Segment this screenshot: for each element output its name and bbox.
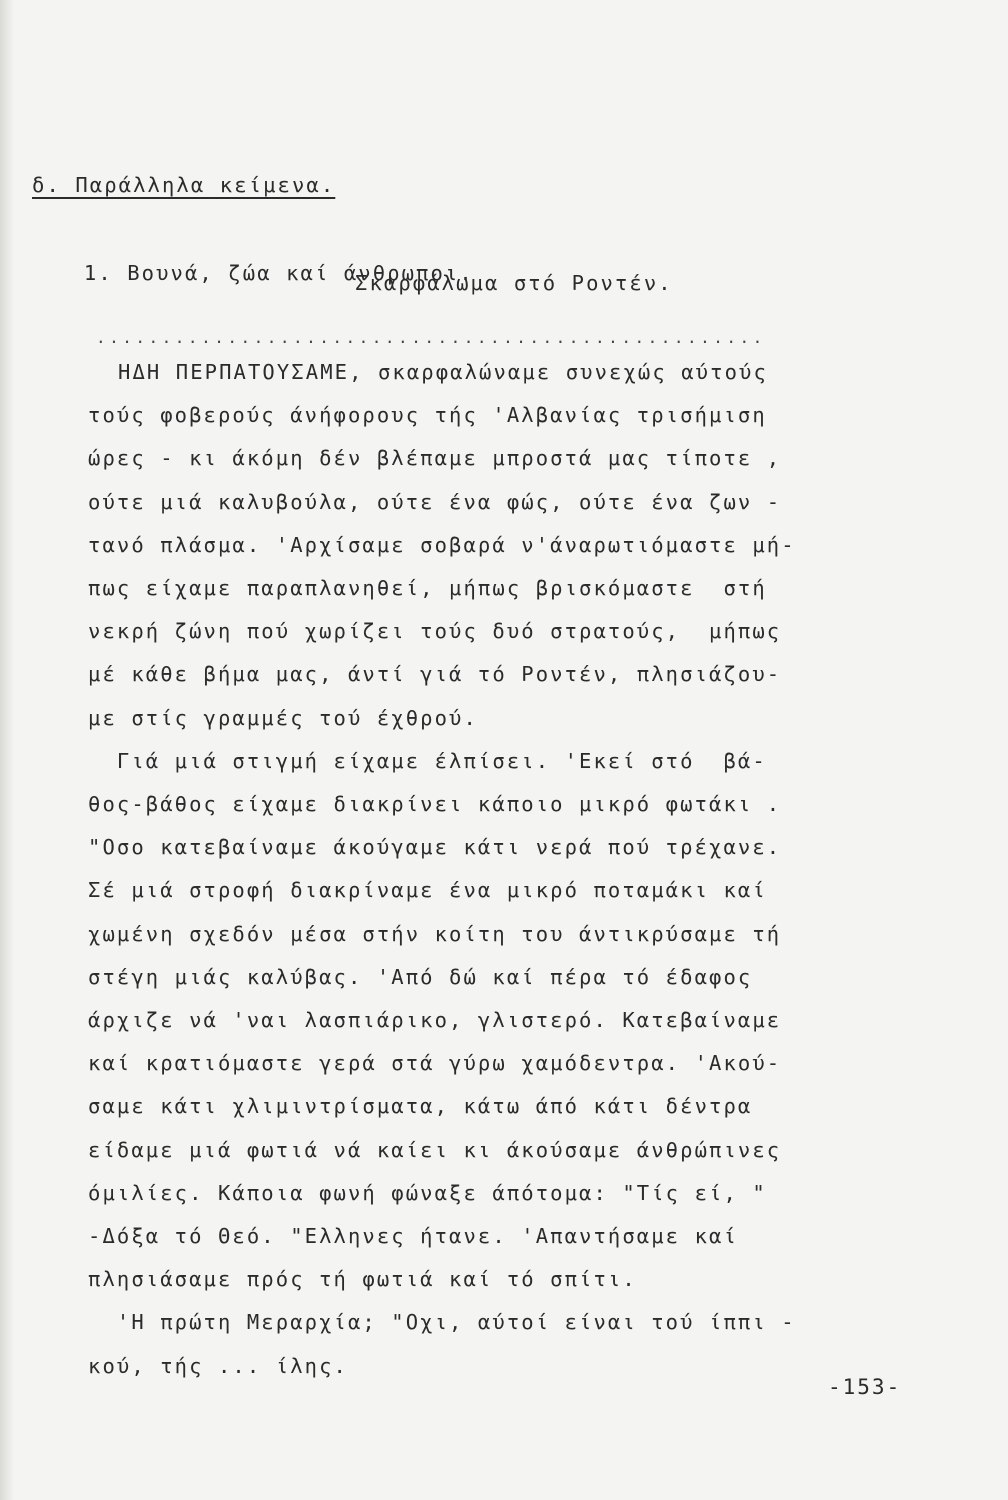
body-line: μέ κάθε βήμα μας, άντί γιά τό Ροντέν, πλησιάζου- bbox=[88, 662, 782, 687]
body-line: καί κρατιόμαστε γερά στά γύρω χαμόδεντρα. 'Ακού- bbox=[88, 1051, 782, 1076]
body-line: τανό πλάσμα. 'Αρχίσαμε σοβαρά ν'άναρωτιόμαστε μή- bbox=[88, 532, 796, 557]
body-line: τούς φοβερούς άνήφορους τής 'Αλβανίας τρισήμιση bbox=[88, 403, 767, 428]
body-line: με στίς γραμμές τού έχθρού. bbox=[88, 705, 478, 730]
body-line: ώρες - κι άκόμη δέν βλέπαμε μπροστά μας τίποτε , bbox=[88, 446, 782, 471]
body-line: ούτε μιά καλυβούλα, ούτε ένα φώς, ούτε ένα ζων - bbox=[88, 489, 782, 514]
body-line: θος-βάθος είχαμε διακρίνει κάποιο μικρό φωτάκι . bbox=[88, 792, 782, 816]
body-line: στέγη μιάς καλύβας. 'Από δώ καί πέρα τό έδαφος bbox=[88, 964, 753, 989]
body-line: είδαμε μιά φωτιά νά καίει κι άκούσαμε άνθρώπινες bbox=[88, 1137, 782, 1162]
body-line: χωμένη σχεδόν μέσα στήν κοίτη του άντικρύσαμε τή bbox=[88, 921, 782, 946]
body-line: "Οσο κατεβαίναμε άκούγαμε κάτι νερά πού τρέχανε. bbox=[88, 835, 782, 860]
page-edge bbox=[0, 0, 14, 1500]
body-line: πως είχαμε παραπλανηθεί, μήπως βρισκόμαστε στή bbox=[88, 576, 767, 600]
body-line: Σέ μιά στροφή διακρίναμε ένα μικρό ποταμάκι καί bbox=[88, 878, 767, 903]
body-line: όμιλίες. Κάποια φωνή φώναξε άπότομα: "Τίς εί, " bbox=[88, 1180, 767, 1205]
section-heading: δ. Παράλληλα κείμενα. bbox=[32, 173, 336, 197]
body-line: 'Η πρώτη Μεραρχία; "Οχι, αύτοί είναι τού ίππι - bbox=[88, 1310, 796, 1335]
body-line: νεκρή ζώνη πού χωρίζει τούς δυό στρατούς, μήπως bbox=[88, 619, 782, 644]
body-line: -Δόξα τό Θεό. "Ελληνες ήτανε. 'Απαντήσαμε καί bbox=[88, 1224, 738, 1248]
subheading-text: 1. Βουνά, ζώα καί άνθρωποι. bbox=[83, 261, 474, 285]
body-line: άρχιζε νά 'ναι λασπιάρικο, γλιστερό. Κατεβαίναμε bbox=[88, 1008, 782, 1032]
body-line: ΗΔΗ ΠΕΡΠΑΤΟΥΣΑΜΕ, σκαρφαλώναμε συνεχώς αύτούς bbox=[118, 360, 768, 384]
dotted-separator: ................................................... bbox=[96, 328, 766, 347]
body-line: κού, τής ... ίλης. bbox=[88, 1353, 348, 1378]
body-line: σαμε κάτι χλιμιντρίσματα, κάτω άπό κάτι δέντρα bbox=[88, 1094, 753, 1119]
title: Σκαρφάλωμα στό Ροντέν. bbox=[355, 271, 673, 295]
page-number: -153- bbox=[828, 1375, 902, 1399]
body-line: πλησιάσαμε πρός τή φωτιά καί τό σπίτι. bbox=[88, 1267, 637, 1292]
body-line: Γιά μιά στιγμή είχαμε έλπίσει. 'Εκεί στό βά- bbox=[88, 748, 767, 773]
